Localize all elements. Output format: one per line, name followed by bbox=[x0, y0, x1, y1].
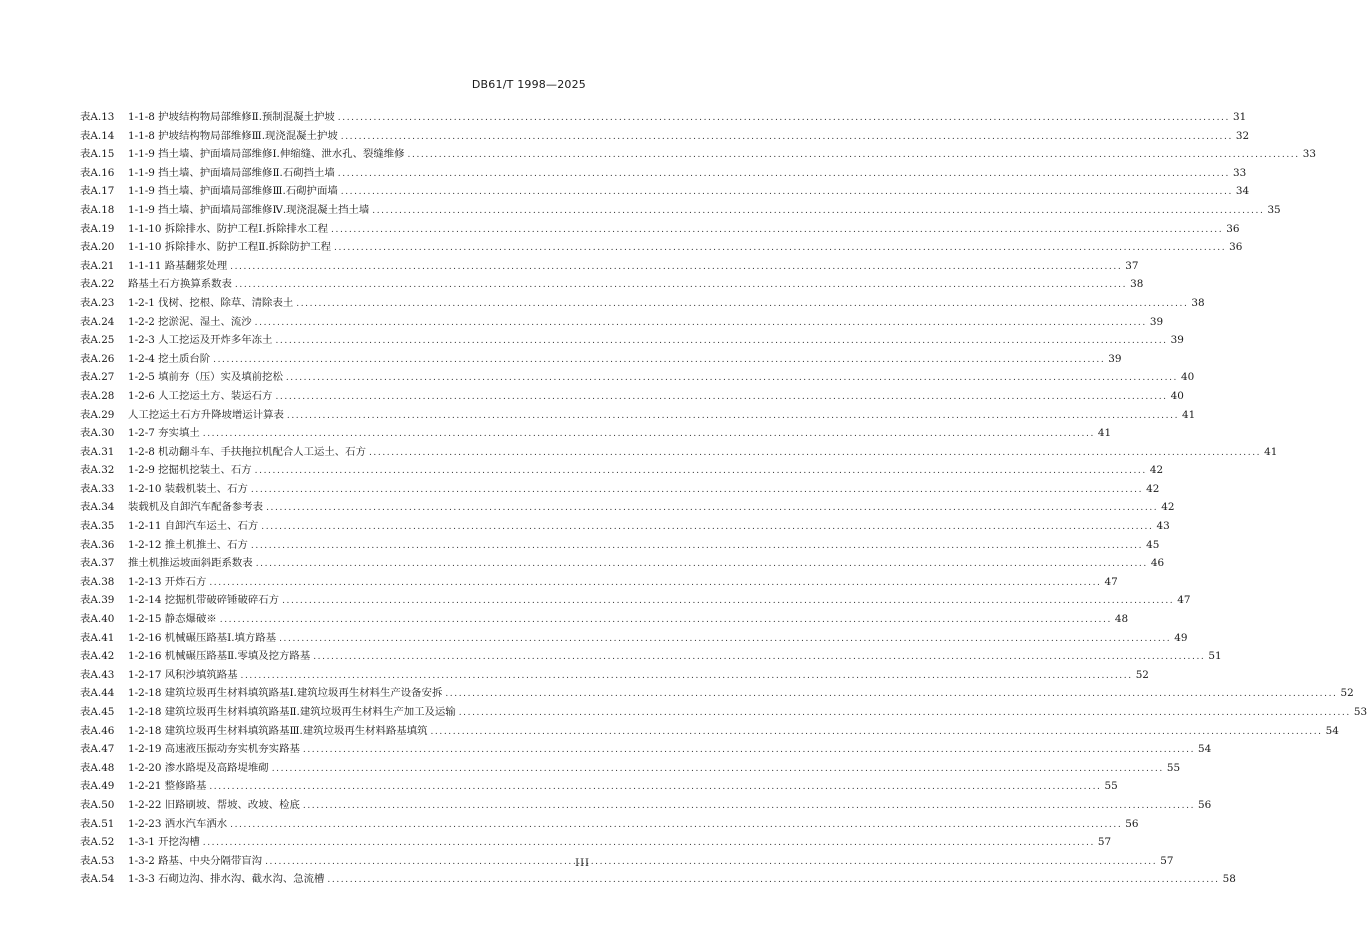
toc-entry-title: 1-2-22 旧路刷坡、帮坡、改坡、检底 bbox=[128, 798, 300, 811]
toc-entry-page: 55 bbox=[1166, 761, 1181, 774]
toc-entry-label: 表A.50 bbox=[80, 798, 115, 811]
toc-dot-leader bbox=[279, 634, 1171, 644]
toc-entry-label: 表A.44 bbox=[80, 687, 115, 700]
toc-entry-page: 32 bbox=[1235, 129, 1250, 142]
toc-dot-leader bbox=[313, 652, 1205, 662]
toc-dot-leader bbox=[341, 132, 1233, 142]
toc-entry-title: 1-2-1 伐树、挖根、除草、清除表土 bbox=[128, 296, 294, 309]
toc-entry-label: 表A.34 bbox=[80, 501, 115, 514]
toc-entry-title: 1-2-20 渗水路堤及高路堤堆砌 bbox=[128, 761, 269, 774]
toc-entry-label: 表A.39 bbox=[80, 594, 115, 607]
toc-entry-label: 表A.25 bbox=[80, 334, 115, 347]
toc-dot-leader bbox=[372, 206, 1264, 216]
toc-entry-title: 1-2-8 机动翻斗车、手扶拖拉机配合人工运土、石方 bbox=[128, 445, 366, 458]
toc-entry-title: 1-2-16 机械碾压路基Ⅰ.填方路基 bbox=[128, 631, 277, 644]
toc-entry[interactable] bbox=[80, 387, 1184, 406]
toc-entry-label: 表A.16 bbox=[80, 166, 115, 179]
toc-entry[interactable] bbox=[80, 461, 1164, 480]
toc-entry-page: 51 bbox=[1208, 650, 1222, 663]
toc-entry[interactable] bbox=[80, 684, 1354, 703]
toc-entry-title: 1-3-1 开挖沟槽 bbox=[128, 836, 200, 849]
toc-entry-title: 人工挖运土石方升降坡增运计算表 bbox=[128, 408, 284, 421]
toc-entry-label: 表A.19 bbox=[80, 222, 115, 235]
toc-entry-label: 表A.51 bbox=[80, 817, 115, 830]
toc-entry-title: 1-2-12 推土机推土、石方 bbox=[128, 538, 248, 551]
toc-entry-page: 38 bbox=[1130, 278, 1144, 291]
toc-entry-title: 1-1-8 护坡结构物局部维修Ⅲ.现浇混凝土护坡 bbox=[128, 129, 338, 142]
toc-entry-page: 52 bbox=[1340, 687, 1354, 700]
toc-dot-leader bbox=[338, 169, 1230, 179]
toc-entry[interactable] bbox=[80, 815, 1139, 834]
toc-entry-page: 49 bbox=[1174, 631, 1188, 644]
toc-entry-title: 1-2-5 填前夯（压）实及填前挖松 bbox=[128, 371, 283, 384]
toc-dot-leader bbox=[287, 411, 1179, 421]
toc-entry-page: 42 bbox=[1149, 464, 1164, 477]
toc-entry-title: 1-2-19 高速液压振动夯实机夯实路基 bbox=[128, 743, 300, 756]
toc-entry-label: 表A.14 bbox=[80, 129, 115, 142]
toc-entry[interactable] bbox=[80, 127, 1250, 146]
toc-dot-leader bbox=[209, 578, 1101, 588]
toc-dot-leader bbox=[251, 485, 1143, 495]
toc-entry-page: 41 bbox=[1097, 427, 1112, 440]
toc-entry[interactable] bbox=[80, 238, 1243, 257]
toc-dot-leader bbox=[303, 801, 1195, 811]
toc-entry-page: 52 bbox=[1135, 668, 1149, 681]
toc-entry[interactable] bbox=[80, 164, 1247, 183]
toc-dot-leader bbox=[203, 429, 1095, 439]
toc-entry-label: 表A.22 bbox=[80, 278, 115, 291]
toc-entry-title: 装载机及自卸汽车配备参考表 bbox=[128, 501, 264, 514]
toc-entry-title: 1-2-16 机械碾压路基Ⅱ.零填及挖方路基 bbox=[128, 650, 311, 663]
toc-dot-leader bbox=[275, 392, 1167, 402]
toc-entry[interactable] bbox=[80, 480, 1160, 499]
toc-entry[interactable] bbox=[80, 759, 1181, 778]
document-code: DB61/T 1998—2025 bbox=[471, 78, 586, 91]
toc-entry-label: 表A.30 bbox=[80, 427, 115, 440]
toc-dot-leader bbox=[459, 708, 1351, 718]
toc-entry-label: 表A.21 bbox=[80, 259, 115, 272]
toc-entry-label: 表A.13 bbox=[80, 111, 115, 123]
toc-dot-leader bbox=[235, 280, 1127, 290]
toc-entry-title: 1-2-18 建筑垃圾再生材料填筑路基Ⅱ.建筑垃圾再生材料生产加工及运输 bbox=[128, 706, 456, 718]
toc-entry-label: 表A.24 bbox=[80, 315, 115, 328]
toc-entry[interactable] bbox=[80, 368, 1195, 387]
toc-entry-label: 表A.41 bbox=[80, 631, 115, 644]
toc-entry-label: 表A.48 bbox=[80, 761, 115, 774]
toc-entry-title: 1-2-13 开炸石方 bbox=[128, 575, 207, 588]
toc-entry-label: 表A.31 bbox=[80, 445, 115, 458]
toc-dot-leader bbox=[445, 689, 1337, 699]
toc-dot-leader bbox=[256, 559, 1148, 569]
toc-entry[interactable] bbox=[80, 591, 1191, 610]
toc-entry-label: 表A.46 bbox=[80, 724, 115, 737]
toc-entry[interactable] bbox=[80, 406, 1196, 425]
toc-entry-page: 37 bbox=[1125, 259, 1139, 272]
toc-entry[interactable] bbox=[80, 275, 1144, 294]
toc-entry-page: 47 bbox=[1177, 594, 1191, 607]
toc-entry-title: 1-2-2 挖淤泥、湿土、流沙 bbox=[128, 315, 252, 328]
toc-dot-leader bbox=[265, 857, 1157, 867]
toc-entry-title: 1-2-4 挖土质台阶 bbox=[128, 352, 211, 365]
toc-entry[interactable] bbox=[80, 852, 1174, 871]
toc-dot-leader bbox=[408, 150, 1300, 160]
toc-entry-label: 表A.17 bbox=[80, 185, 115, 198]
toc-dot-leader bbox=[369, 448, 1261, 458]
toc-entry-page: 56 bbox=[1125, 817, 1139, 830]
toc-entry[interactable] bbox=[80, 536, 1160, 555]
toc-entry-title: 1-3-3 石砌边沟、排水沟、截水沟、急流槽 bbox=[128, 873, 325, 886]
toc-entry[interactable] bbox=[80, 443, 1278, 462]
toc-dot-leader bbox=[338, 113, 1230, 123]
toc-dot-leader bbox=[241, 671, 1133, 681]
toc-dot-leader bbox=[296, 299, 1188, 309]
toc-entry-page: 58 bbox=[1222, 873, 1236, 886]
toc-entry-page: 39 bbox=[1170, 334, 1184, 347]
toc-dot-leader bbox=[282, 596, 1174, 606]
toc-entry-page: 54 bbox=[1198, 743, 1212, 756]
toc-dot-leader bbox=[261, 522, 1153, 532]
toc-dot-leader bbox=[203, 838, 1095, 848]
toc-entry[interactable] bbox=[80, 294, 1205, 313]
toc-entry-title: 1-1-9 挡土墙、护面墙局部维修Ⅳ.现浇混凝土挡土墙 bbox=[128, 203, 370, 216]
page-number: III bbox=[575, 858, 590, 869]
toc-entry-label: 表A.20 bbox=[80, 241, 115, 254]
toc-entry-page: 45 bbox=[1146, 538, 1160, 551]
toc-entry[interactable] bbox=[80, 666, 1149, 685]
toc-entry[interactable] bbox=[80, 647, 1222, 666]
toc-entry-title: 1-2-14 挖掘机带破碎锤破碎石方 bbox=[128, 594, 280, 607]
toc-entry-label: 表A.28 bbox=[80, 389, 115, 402]
toc-dot-leader bbox=[331, 225, 1223, 235]
toc-entry-page: 36 bbox=[1229, 241, 1243, 254]
toc-entry[interactable] bbox=[80, 257, 1139, 276]
toc-entry-label: 表A.42 bbox=[80, 650, 115, 663]
toc-dot-leader bbox=[230, 262, 1122, 272]
toc-entry-title: 1-2-15 静态爆破※ bbox=[128, 613, 217, 626]
toc-entry-page: 38 bbox=[1191, 296, 1205, 309]
toc-entry-page: 35 bbox=[1267, 203, 1281, 216]
toc-entry-label: 表A.29 bbox=[80, 408, 115, 421]
toc-entry-title: 1-2-23 洒水汽车洒水 bbox=[128, 817, 228, 830]
toc-entry[interactable] bbox=[80, 424, 1112, 443]
toc-entry-page: 39 bbox=[1149, 315, 1164, 328]
toc-entry-title: 1-1-9 挡土墙、护面墙局部维修Ⅲ.石砌护面墙 bbox=[128, 185, 338, 198]
toc-entry-label: 表A.40 bbox=[80, 613, 115, 626]
toc-dot-leader bbox=[209, 782, 1101, 792]
toc-entry-label: 表A.45 bbox=[80, 706, 115, 718]
toc-dot-leader bbox=[213, 355, 1105, 365]
toc-entry-label: 表A.53 bbox=[80, 854, 115, 867]
toc-entry-title: 1-2-9 挖掘机挖装土、石方 bbox=[128, 464, 252, 477]
toc-dot-leader bbox=[272, 764, 1164, 774]
toc-entry-title: 路基土石方换算系数表 bbox=[128, 278, 232, 291]
toc-entry-page: 47 bbox=[1104, 575, 1118, 588]
toc-entry-label: 表A.27 bbox=[80, 371, 115, 384]
toc-dot-leader bbox=[341, 187, 1233, 197]
toc-entry-label: 表A.43 bbox=[80, 668, 115, 681]
toc-entry-page: 57 bbox=[1097, 836, 1112, 849]
toc-entry-label: 表A.47 bbox=[80, 743, 115, 756]
toc-entry-page: 36 bbox=[1226, 222, 1240, 235]
toc-dot-leader bbox=[327, 875, 1219, 885]
toc-entry[interactable] bbox=[80, 722, 1339, 741]
toc-dot-leader bbox=[251, 541, 1143, 551]
toc-dot-leader bbox=[220, 615, 1112, 625]
toc-entry[interactable] bbox=[80, 777, 1118, 796]
toc-dot-leader bbox=[275, 336, 1167, 346]
toc-entry[interactable] bbox=[80, 350, 1122, 369]
toc-entry-page: 40 bbox=[1181, 371, 1195, 384]
toc-entry-title: 1-2-6 人工挖运土方、装运石方 bbox=[128, 389, 273, 402]
toc-entry-label: 表A.49 bbox=[80, 780, 115, 793]
toc-entry[interactable] bbox=[80, 610, 1129, 629]
toc-entry-label: 表A.35 bbox=[80, 520, 115, 533]
toc-entry-page: 33 bbox=[1302, 148, 1316, 161]
toc-entry-label: 表A.15 bbox=[80, 148, 115, 161]
toc-entry-page: 54 bbox=[1325, 724, 1339, 737]
toc-entry-page: 48 bbox=[1114, 613, 1129, 626]
toc-entry-page: 56 bbox=[1198, 798, 1212, 811]
toc-entry-page: 42 bbox=[1161, 501, 1175, 514]
toc-entry[interactable] bbox=[80, 220, 1240, 239]
toc-entry[interactable] bbox=[80, 833, 1112, 852]
toc-entry-page: 43 bbox=[1156, 520, 1170, 533]
toc-entry[interactable] bbox=[80, 182, 1250, 201]
toc-entry-page: 42 bbox=[1146, 482, 1160, 495]
toc-entry-page: 40 bbox=[1170, 389, 1184, 402]
toc-entry-title: 1-2-7 夯实填土 bbox=[128, 427, 200, 440]
toc-entry-page: 41 bbox=[1182, 408, 1196, 421]
toc-entry-title: 1-2-3 人工挖运及开炸多年冻土 bbox=[128, 334, 273, 347]
toc-dot-leader bbox=[286, 373, 1178, 383]
toc-entry-page: 57 bbox=[1160, 854, 1174, 867]
toc-entry-page: 31 bbox=[1232, 111, 1247, 123]
toc-dot-leader bbox=[266, 503, 1158, 513]
toc-entry-title: 1-3-2 路基、中央分隔带盲沟 bbox=[128, 854, 263, 867]
toc-entry-label: 表A.32 bbox=[80, 464, 115, 477]
toc-entry-title: 1-2-17 风积沙填筑路基 bbox=[128, 668, 238, 681]
toc-entry[interactable] bbox=[80, 703, 1367, 722]
toc-entry[interactable] bbox=[80, 554, 1165, 573]
toc-entry-page: 34 bbox=[1235, 185, 1250, 198]
toc-entry-title: 1-2-18 建筑垃圾再生材料填筑路基Ⅲ.建筑垃圾再生材料路基填筑 bbox=[128, 724, 428, 737]
toc-entry[interactable] bbox=[80, 796, 1212, 815]
toc-dot-leader bbox=[255, 318, 1147, 328]
toc-entry-title: 1-1-8 护坡结构物局部维修Ⅱ.预制混凝土护坡 bbox=[128, 111, 335, 123]
toc-entry-label: 表A.18 bbox=[80, 203, 115, 216]
toc-entry-title: 1-1-11 路基翻浆处理 bbox=[128, 259, 228, 272]
toc-entry-page: 46 bbox=[1150, 557, 1165, 570]
toc-entry-title: 1-2-21 整修路基 bbox=[128, 780, 207, 793]
toc-entry-title: 1-2-18 建筑垃圾再生材料填筑路基Ⅰ.建筑垃圾再生材料生产设备安拆 bbox=[128, 687, 443, 700]
toc-entry-label: 表A.36 bbox=[80, 538, 115, 551]
toc-entry-title: 1-2-11 自卸汽车运土、石方 bbox=[128, 520, 259, 533]
table-of-contents bbox=[80, 108, 1367, 889]
toc-entry[interactable] bbox=[80, 629, 1188, 648]
toc-entry-label: 表A.54 bbox=[80, 873, 115, 886]
toc-dot-leader bbox=[303, 745, 1195, 755]
toc-entry-title: 1-2-10 装载机装土、石方 bbox=[128, 482, 248, 495]
toc-entry[interactable] bbox=[80, 201, 1281, 220]
toc-entry-page: 53 bbox=[1353, 706, 1367, 718]
toc-entry[interactable] bbox=[80, 145, 1316, 164]
toc-entry-label: 表A.38 bbox=[80, 575, 115, 588]
toc-entry-page: 39 bbox=[1108, 352, 1122, 365]
toc-entry-label: 表A.26 bbox=[80, 352, 115, 365]
toc-entry-label: 表A.23 bbox=[80, 296, 115, 309]
toc-entry[interactable] bbox=[80, 313, 1164, 332]
toc-entry-title: 1-1-10 拆除排水、防护工程Ⅱ.拆除防护工程 bbox=[128, 241, 331, 254]
toc-entry-page: 33 bbox=[1232, 166, 1247, 179]
toc-entry[interactable] bbox=[80, 870, 1236, 889]
toc-entry-title: 1-1-9 挡土墙、护面墙局部维修Ⅰ.伸缩缝、泄水孔、裂缝维修 bbox=[128, 148, 405, 161]
toc-entry[interactable] bbox=[80, 573, 1118, 592]
toc-entry-title: 推土机推运坡面斜距系数表 bbox=[128, 557, 253, 570]
toc-dot-leader bbox=[334, 243, 1226, 253]
toc-entry-title: 1-1-9 挡土墙、护面墙局部维修Ⅱ.石砌挡土墙 bbox=[128, 166, 335, 179]
toc-entry[interactable] bbox=[80, 498, 1175, 517]
toc-dot-leader bbox=[230, 820, 1122, 830]
toc-entry-label: 表A.37 bbox=[80, 557, 115, 570]
toc-entry[interactable] bbox=[80, 108, 1247, 127]
toc-dot-leader bbox=[430, 727, 1322, 737]
toc-entry-label: 表A.52 bbox=[80, 836, 115, 849]
toc-dot-leader bbox=[255, 466, 1147, 476]
toc-entry[interactable] bbox=[80, 740, 1212, 759]
toc-entry[interactable] bbox=[80, 331, 1184, 350]
toc-entry-title: 1-1-10 拆除排水、防护工程Ⅰ.拆除排水工程 bbox=[128, 222, 329, 235]
toc-entry[interactable] bbox=[80, 517, 1170, 536]
toc-entry-page: 55 bbox=[1104, 780, 1118, 793]
toc-entry-page: 41 bbox=[1264, 445, 1278, 458]
toc-entry-label: 表A.33 bbox=[80, 482, 115, 495]
